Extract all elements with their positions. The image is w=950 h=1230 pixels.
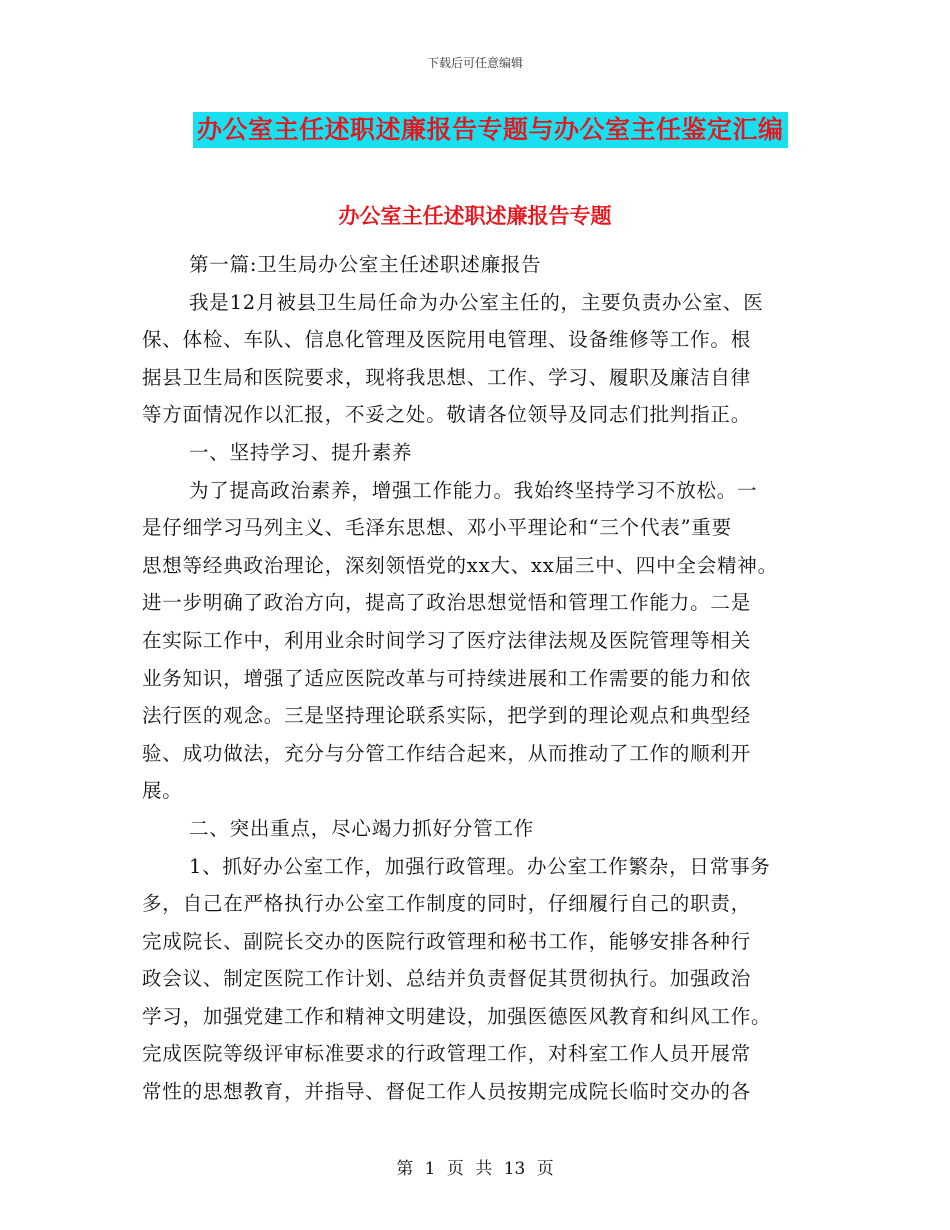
page-footer: 第 1 页 共 13 页 xyxy=(396,1159,554,1179)
paragraph-line: 业务知识，增强了适应医院改革与可持续进展和工作需要的能力和依 xyxy=(142,666,752,690)
paragraph-line: 常性的思想教育，并指导、督促工作人员按期完成院长临时交办的各 xyxy=(142,1080,752,1104)
page-header-note: 下载后可任意编辑 xyxy=(426,56,523,70)
paragraph-line: 1、抓好办公室工作，加强行政管理。办公室工作繁杂，日常事务 xyxy=(189,854,771,878)
paragraph-line: 二、突出重点，尽心竭力抓好分管工作 xyxy=(189,816,535,840)
paragraph-line: 保、体检、车队、信息化管理及医院用电管理、设备维修等工作。根 xyxy=(142,328,752,352)
paragraph-line: 政会议、制定医院工作计划、总结并负责督促其贯彻执行。加强政治 xyxy=(142,967,752,991)
paragraph-line: 是仔细学习马列主义、毛泽东思想、邓小平理论和“三个代表”重要 xyxy=(142,516,732,540)
document-body xyxy=(142,246,822,1111)
paragraph-line: 验、成功做法，充分与分管工作结合起来，从而推动了工作的顺利开 xyxy=(142,741,752,765)
section-title: 办公室主任述职述廉报告专题 xyxy=(338,203,612,228)
paragraph-line: 学习，加强党建工作和精神文明建设，加强医德医风教育和纠风工作。 xyxy=(142,1004,772,1028)
paragraph-line: 完成医院等级评审标准要求的行政管理工作，对科室工作人员开展常 xyxy=(142,1042,752,1066)
paragraph-line: 等方面情况作以汇报，不妥之处。敬请各位领导及同志们批判指正。 xyxy=(142,403,752,427)
paragraph-line: 一、坚持学习、提升素养 xyxy=(189,440,413,464)
paragraph-line: 思想等经典政治理论，深刻领悟党的xx大、xx届三中、四中全会精神。 xyxy=(142,553,778,577)
paragraph-line: 在实际工作中，利用业余时间学习了医疗法律法规及医院管理等相关 xyxy=(142,628,752,652)
paragraph-line: 据县卫生局和医院要求，现将我思想、工作、学习、履职及廉洁自律 xyxy=(142,365,752,389)
paragraph-line: 进一步明确了政治方向，提高了政治思想觉悟和管理工作能力。二是 xyxy=(142,591,752,615)
paragraph-line: 多，自己在严格执行办公室工作制度的同时，仔细履行自己的职责， xyxy=(142,892,752,916)
paragraph-line: 法行医的观念。三是坚持理论联系实际，把学到的理论观点和典型经 xyxy=(142,704,752,728)
paragraph-line: 我是12月被县卫生局任命为办公室主任的，主要负责办公室、医 xyxy=(189,290,764,314)
paragraph-line: 完成院长、副院长交办的医院行政管理和秘书工作，能够安排各种行 xyxy=(142,929,752,953)
document-title: 办公室主任述职述廉报告专题与办公室主任鉴定汇编 xyxy=(193,112,788,148)
paragraph-line: 为了提高政治素养，增强工作能力。我始终坚持学习不放松。一 xyxy=(189,478,758,502)
paragraph-line: 展。 xyxy=(142,779,183,803)
paragraph-line: 第一篇:卫生局办公室主任述职述廉报告 xyxy=(189,253,542,276)
